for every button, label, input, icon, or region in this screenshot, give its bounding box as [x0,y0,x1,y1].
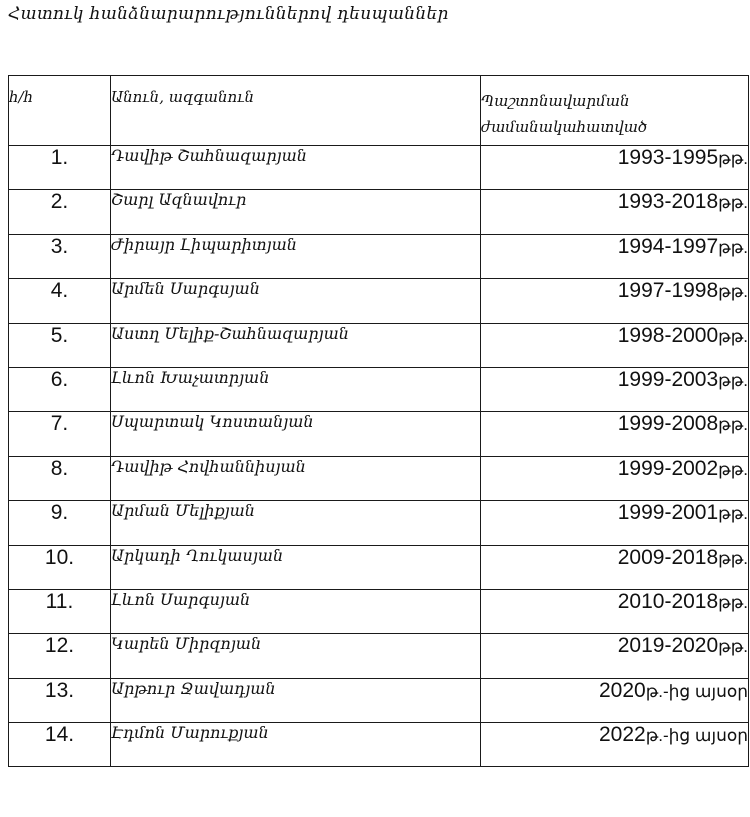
term-suffix: թթ. [718,548,748,568]
ambassador-name: Ժիրայր Լիպարիտյան [111,234,481,278]
ambassador-name: Կարեն Միրզոյան [111,634,481,678]
row-number: 2. [9,190,111,234]
row-number: 1. [9,146,111,190]
term-period [481,323,749,367]
table-row [9,456,749,500]
term-years: 1994-1997 [617,234,719,258]
term-period [481,589,749,633]
term-years: 1999-2008 [617,412,719,436]
row-number: 11. [9,589,111,633]
term-suffix: թթ. [718,282,748,302]
row-number: 12. [9,634,111,678]
term-suffix: թթ. [718,637,748,657]
term-years: 2022 [598,723,646,747]
term-years: 2010-2018 [617,589,719,613]
ambassador-name: Լևոն Խաչատրյան [111,367,481,411]
term-suffix: թթ. [718,149,748,168]
ambassador-name: Լևոն Սարգսյան [111,589,481,633]
term-suffix: թթ. [718,459,748,479]
row-number: 10. [9,545,111,589]
document-title: Հատուկ հանձնարարություններով դեսպաններ [8,4,449,24]
column-header-term: Պաշտոնավարման ժամանակահատված [481,76,749,146]
column-header-number: հ/հ [9,76,111,146]
term-suffix: թթ. [718,193,748,213]
term-period [481,501,749,545]
table-row [9,545,749,589]
term-suffix: թթ. [718,370,748,390]
term-period [481,367,749,411]
column-header-name: Անուն, ազգանուն [111,76,481,146]
term-years: 1993-2018 [617,190,719,214]
term-years: 1999-2002 [617,456,719,480]
term-suffix: թթ. [718,504,748,524]
table-row [9,501,749,545]
table-row [9,412,749,456]
term-suffix: թթ. [718,415,748,435]
table-row [9,589,749,633]
ambassadors-table [8,75,749,767]
term-period [481,234,749,278]
term-suffix: թթ. [718,326,748,346]
table-row [9,234,749,278]
term-suffix: թ.-ից այսօր [645,681,748,701]
term-years: 2020 [598,678,646,702]
ambassador-name: Արմեն Սարգսյան [111,279,481,323]
table-header-row [9,76,749,146]
ambassador-name: Դավիթ Հովհաննիսյան [111,456,481,500]
table-row [9,723,749,767]
term-period [481,279,749,323]
row-number: 7. [9,412,111,456]
ambassador-name: Դավիթ Շահնազարյան [111,146,481,190]
table-row [9,146,749,190]
term-period [481,545,749,589]
row-number: 13. [9,678,111,722]
row-number: 4. [9,279,111,323]
row-number: 3. [9,234,111,278]
term-years: 1999-2003 [617,367,719,391]
term-period [481,190,749,234]
ambassador-name: Սպարտակ Կոստանյան [111,412,481,456]
term-suffix: թթ. [718,237,748,257]
table-row [9,190,749,234]
term-period [481,678,749,722]
table-row [9,367,749,411]
term-suffix: թթ. [718,592,748,612]
table-row [9,634,749,678]
ambassador-name: Աստղ Մելիք-Շահնազարյան [111,323,481,367]
term-years: 1999-2001 [617,501,719,525]
row-number: 6. [9,367,111,411]
row-number: 5. [9,323,111,367]
row-number: 8. [9,456,111,500]
term-years: 2009-2018 [617,545,719,569]
table-row [9,279,749,323]
ambassador-name: Արման Մելիքյան [111,501,481,545]
term-years: 1997-1998 [617,279,719,303]
term-years: 2019-2020 [617,634,719,658]
row-number: 9. [9,501,111,545]
ambassador-name: Արկադի Ղուկասյան [111,545,481,589]
ambassador-name: Էդմոն Մարուքյան [111,723,481,767]
table-row [9,678,749,722]
row-number: 14. [9,723,111,767]
term-period [481,634,749,678]
term-period [481,412,749,456]
term-suffix: թ.-ից այսօր [645,726,748,746]
term-period [481,456,749,500]
table-row [9,323,749,367]
term-period [481,146,749,190]
term-years: 1998-2000 [617,323,719,347]
ambassador-name: Արթուր Ջավադյան [111,678,481,722]
term-years: 1993-1995 [617,146,719,169]
ambassador-name: Շարլ Ազնավուր [111,190,481,234]
term-period [481,723,749,767]
